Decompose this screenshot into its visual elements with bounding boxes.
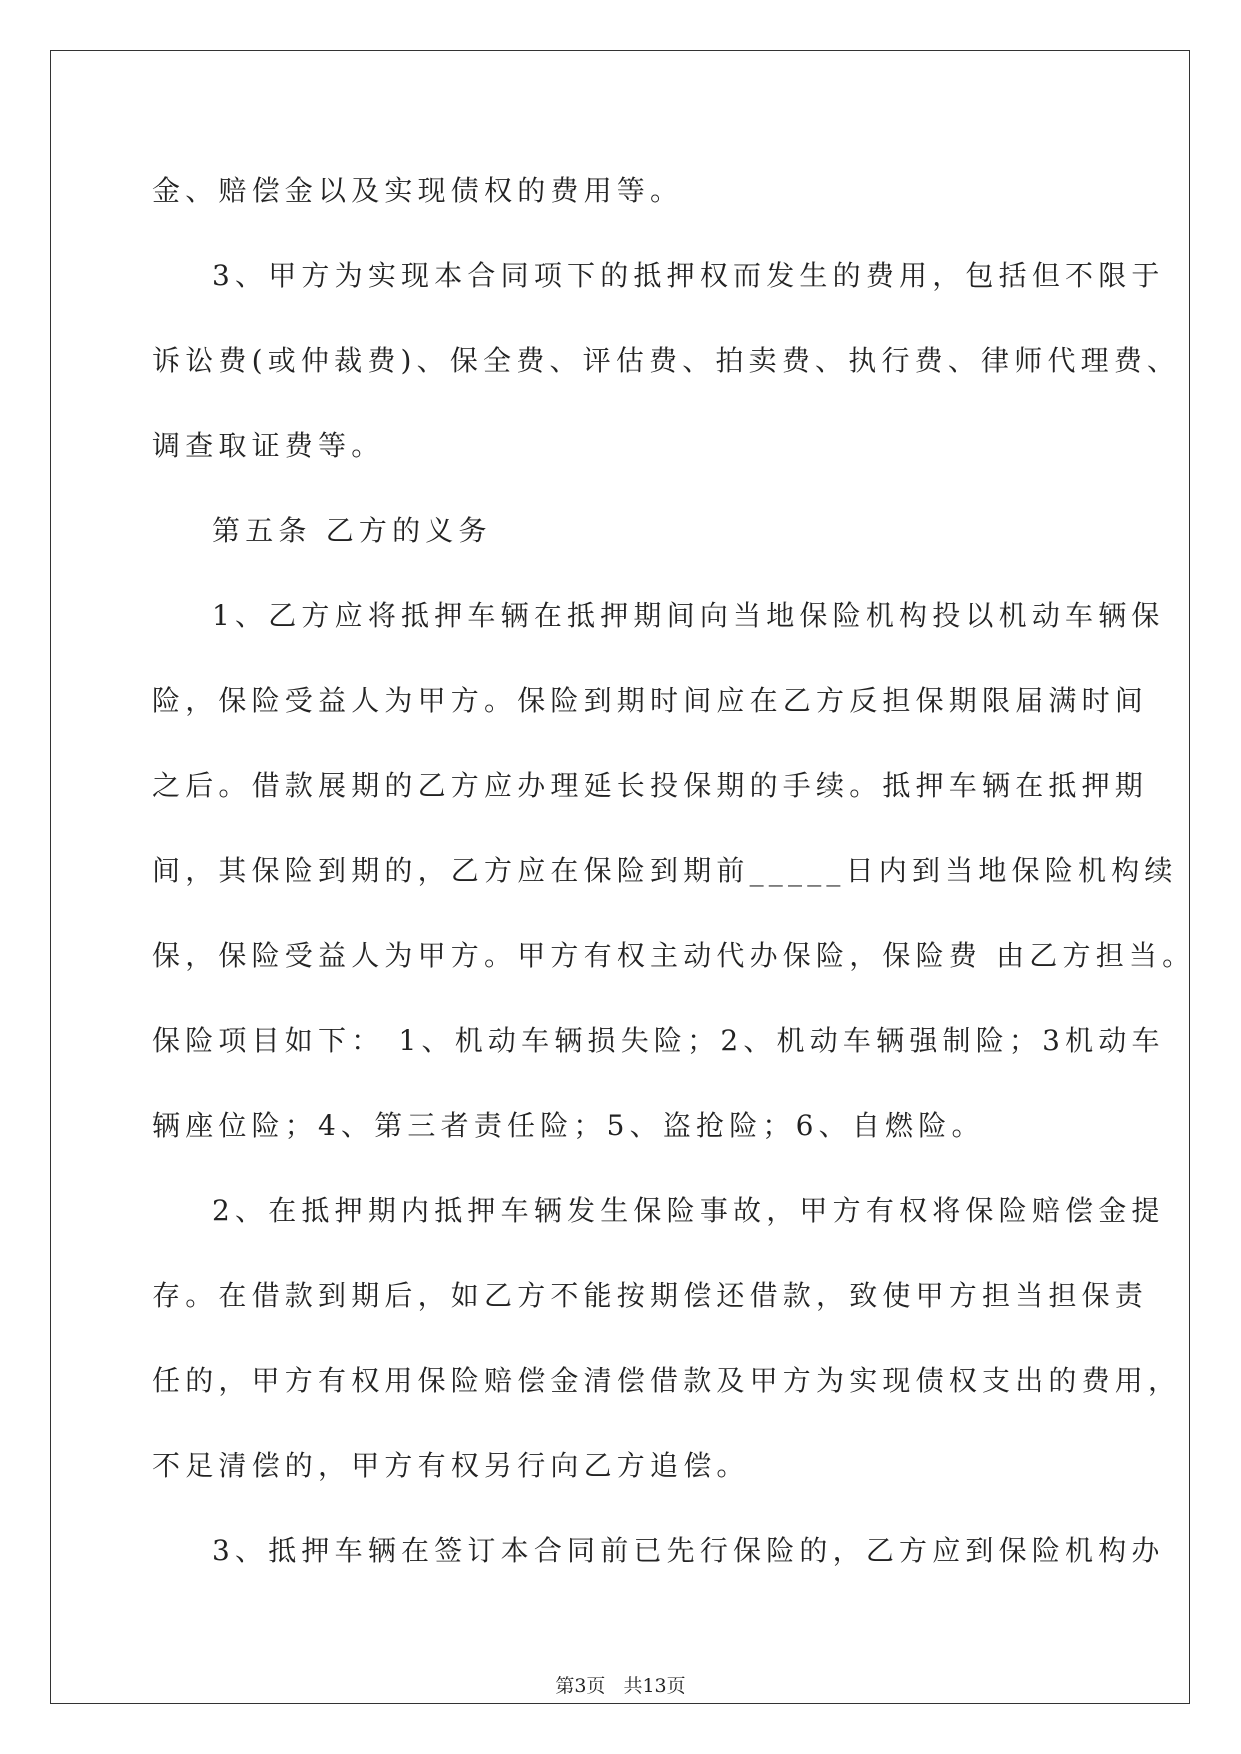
text-line: 不足清偿的，甲方有权另行向乙方追偿。 bbox=[152, 1449, 750, 1482]
text-line: 存。在借款到期后，如乙方不能按期偿还借款，致使甲方担当担保责 bbox=[152, 1279, 1149, 1312]
text-line: 任的，甲方有权用保险赔偿金清偿借款及甲方为实现债权支出的费用， bbox=[152, 1364, 1182, 1397]
text-line: 2、在抵押期内抵押车辆发生保险事故，甲方有权将保险赔偿金提 bbox=[212, 1194, 1165, 1227]
text-line: 保，保险受益人为甲方。甲方有权主动代办保险，保险费 由乙方担当。 bbox=[152, 939, 1196, 972]
text-line: 1、乙方应将抵押车辆在抵押期间向当地保险机构投以机动车辆保 bbox=[212, 599, 1165, 632]
text-line: 3、甲方为实现本合同项下的抵押权而发生的费用，包括但不限于 bbox=[212, 259, 1165, 292]
text-line: 之后。借款展期的乙方应办理延长投保期的手续。抵押车辆在抵押期 bbox=[152, 769, 1149, 802]
text-line: 险，保险受益人为甲方。保险到期时间应在乙方反担保期限届满时间 bbox=[152, 684, 1149, 717]
page-number: 第3页 bbox=[555, 1675, 606, 1697]
page-total: 共13页 bbox=[623, 1675, 686, 1697]
page-footer bbox=[0, 1674, 1241, 1698]
text-line: 辆座位险；4、第三者责任险；5、盗抢险；6、自燃险。 bbox=[152, 1109, 985, 1142]
text-line: 诉讼费(或仲裁费)、保全费、评估费、拍卖费、执行费、律师代理费、 bbox=[152, 344, 1181, 377]
text-line: 间，其保险到期的，乙方应在保险到期前_____日内到当地保险机构续 bbox=[152, 854, 1178, 887]
section-heading: 第五条 乙方的义务 bbox=[212, 514, 492, 547]
text-line: 调查取证费等。 bbox=[152, 429, 385, 462]
text-line: 保险项目如下： 1、机动车辆损失险；2、机动车辆强制险；3机动车 bbox=[152, 1024, 1165, 1057]
text-line: 3、抵押车辆在签订本合同前已先行保险的，乙方应到保险机构办 bbox=[212, 1534, 1165, 1567]
text-line: 金、赔偿金以及实现债权的费用等。 bbox=[152, 174, 684, 207]
